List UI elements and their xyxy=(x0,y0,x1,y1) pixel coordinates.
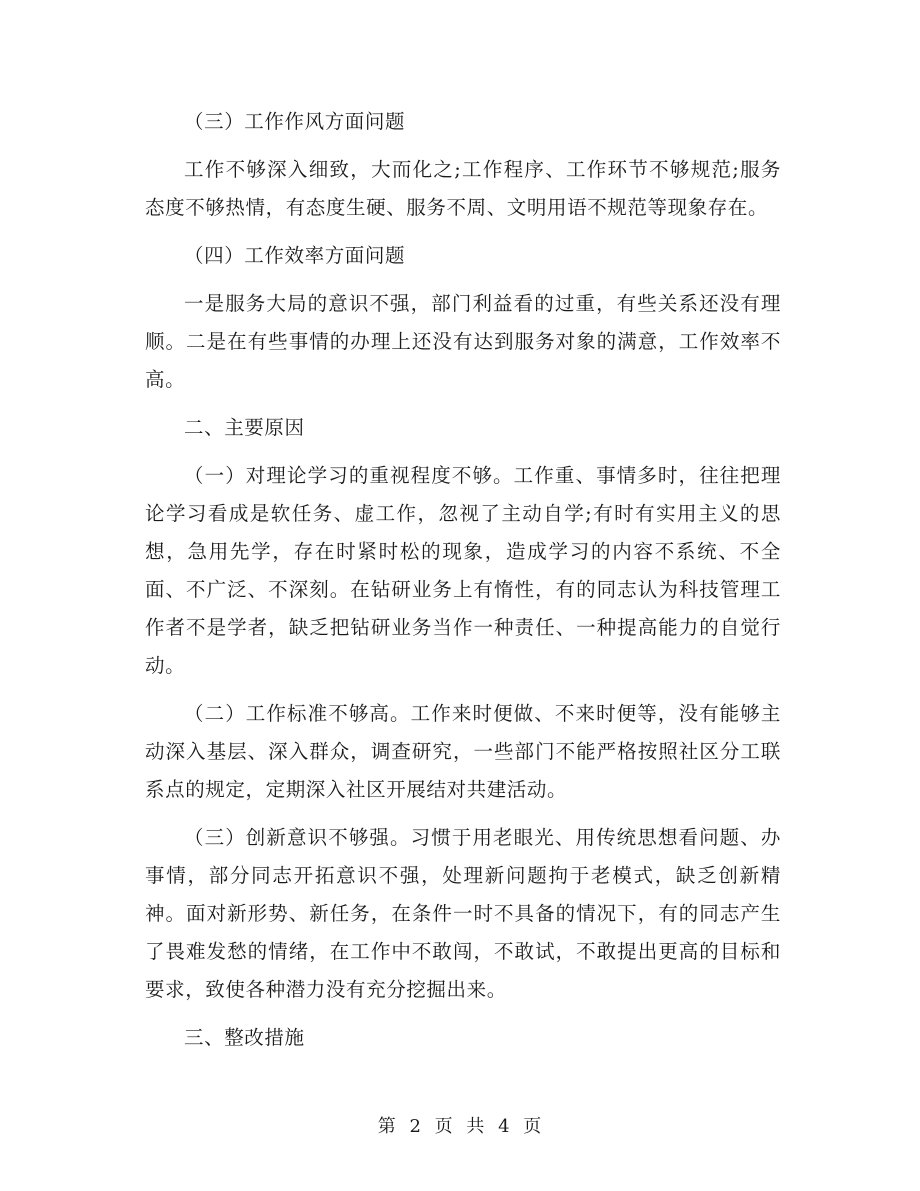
paragraph-spacer xyxy=(145,685,781,695)
section-heading-rectification: 三、整改措施 xyxy=(184,1026,305,1049)
paragraph-cause-theory-study: （一）对理论学习的重视程度不够。工作重、事情多时，往往把理论学习看成是软任务、虚工作，忽视了主动自学;有时有实用主义的思想，急用先学，存在时紧时松的现象，造成学习的内容不系统、不全面、不广泛、不深刻。在钻研业务上有惰性，有的同志认为科技管理工作者不是学者，缺乏把钻研业务当作一种责任、一种提高能力的自觉行动。 xyxy=(145,464,781,677)
section-heading-work-style: （三）工作作风方面问题 xyxy=(184,110,406,133)
paragraph-spacer xyxy=(145,275,781,285)
document-body xyxy=(145,103,781,1057)
section-heading-efficiency: （四）工作效率方面问题 xyxy=(184,244,406,267)
section-heading-main-causes: 二、主要原因 xyxy=(184,416,305,439)
page-number-footer: 第 2 页 共 4 页 xyxy=(377,1116,543,1137)
paragraph-efficiency: 一是服务大局的意识不强，部门利益看的过重，有些关系还没有理顺。二是在有些事情的办理上还没有达到服务对象的满意，工作效率不高。 xyxy=(145,292,781,391)
paragraph-spacer xyxy=(145,809,781,819)
paragraph-spacer xyxy=(145,141,781,151)
paragraph-cause-innovation: （三）创新意识不够强。习惯于用老眼光、用传统思想看问题、办事情，部分同志开拓意识不强，处理新问题拘于老模式，缺乏创新精神。面对新形势、新任务，在条件一时不具备的情况下，有的同志产生了畏难发愁的情绪，在工作中不敢闯，不敢试，不敢提出更高的目标和要求，致使各种潜力没有充分挖掘出来。 xyxy=(145,826,781,1001)
paragraph-spacer xyxy=(145,1009,781,1019)
paragraph-spacer xyxy=(145,447,781,457)
paragraph-spacer xyxy=(145,227,781,237)
paragraph-spacer xyxy=(145,399,781,409)
paragraph-cause-work-standard: （二）工作标准不够高。工作来时便做、不来时便等，没有能够主动深入基层、深入群众，调查研究，一些部门不能严格按照社区分工联系点的规定，定期深入社区开展结对共建活动。 xyxy=(145,702,781,801)
paragraph-work-style: 工作不够深入细致，大而化之;工作程序、工作环节不够规范;服务态度不够热情，有态度生硬、服务不周、文明用语不规范等现象存在。 xyxy=(145,158,781,219)
